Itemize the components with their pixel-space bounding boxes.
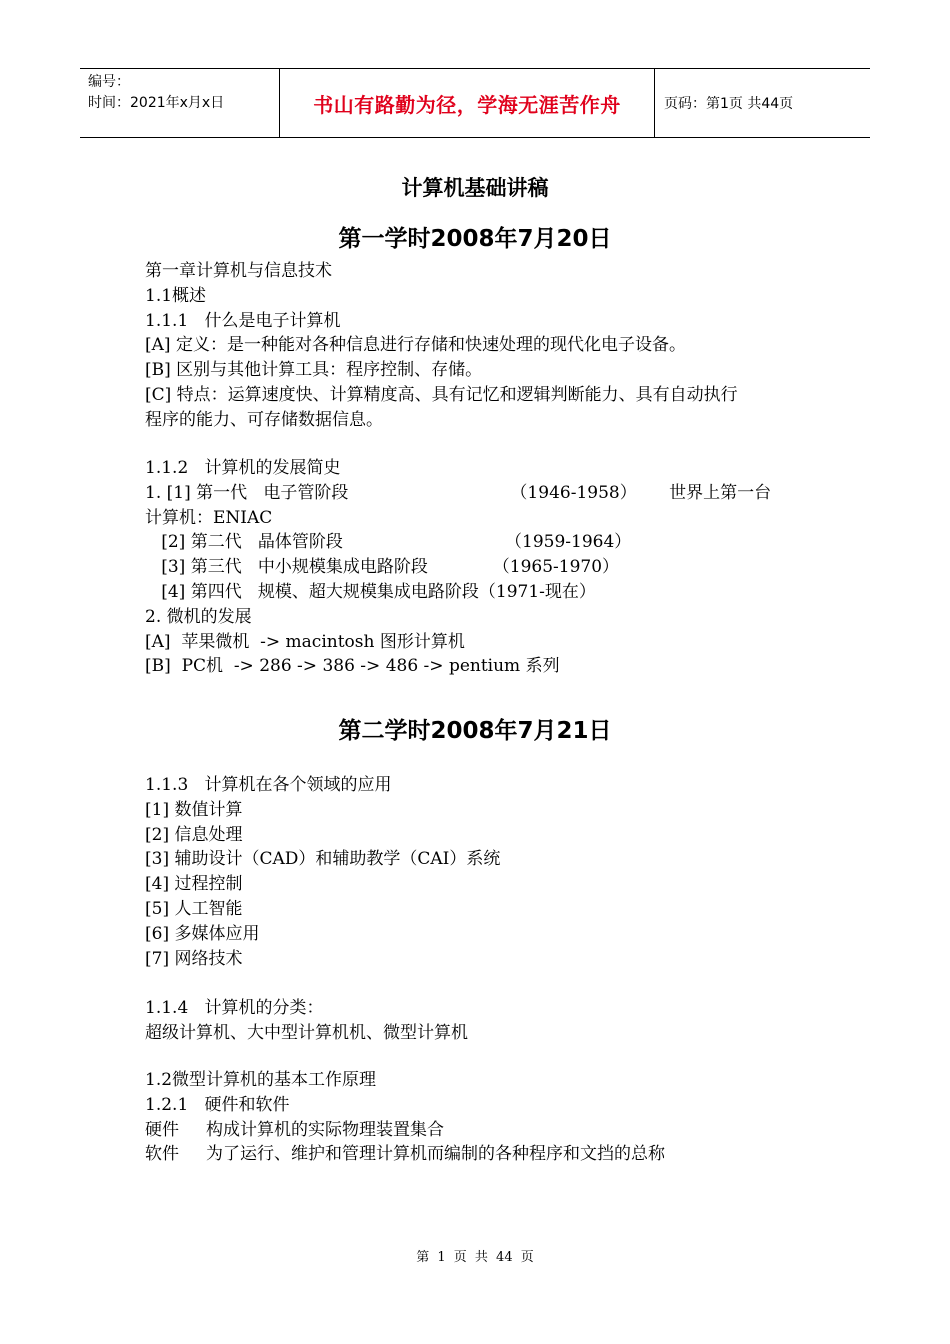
header-motto: 书山有路勤为径，学海无涯苦作舟	[280, 69, 655, 137]
text-line: [2] 第二代 晶体管阶段 （1959-1964）	[145, 532, 632, 553]
text-line: [7] 网络技术	[145, 948, 243, 969]
text-line: [5] 人工智能	[145, 898, 243, 919]
text-line: [4] 过程控制	[145, 874, 243, 895]
text-line: 硬件 构成计算机的实际物理装置集合	[145, 1119, 445, 1140]
header-time-label: 时间：2021年x月x日	[88, 95, 225, 111]
text-line: [A] 苹果微机 -> macintosh 图形计算机	[145, 631, 465, 652]
text-line: [B] 区别与其他计算工具：程序控制、存储。	[145, 360, 483, 381]
header-meta-cell	[80, 69, 280, 137]
text-line: [3] 辅助设计（CAD）和辅助教学（CAI）系统	[145, 849, 501, 870]
text-line: [2] 信息处理	[145, 824, 243, 845]
text-line: 1.1.2 计算机的发展简史	[145, 458, 341, 478]
text-line: 超级计算机、大中型计算机机、微型计算机	[145, 1022, 468, 1043]
history-section	[145, 456, 825, 679]
text-line: 1.1.4 计算机的分类：	[145, 998, 324, 1018]
text-line: 程序的能力、可存储数据信息。	[145, 409, 383, 430]
text-line: [A] 定义：是一种能对各种信息进行存储和快速处理的现代化电子设备。	[145, 335, 686, 356]
text-line: 1.2微型计算机的基本工作原理	[145, 1070, 377, 1090]
header-number-label: 编号：	[88, 74, 130, 90]
text-line: 软件 为了运行、维护和管理计算机而编制的各种程序和文挡的总称	[145, 1144, 666, 1165]
text-line: 1.1.1 什么是电子计算机	[145, 310, 341, 331]
text-line: 1.1概述	[145, 285, 207, 306]
header-table	[80, 68, 870, 138]
page-footer: 第 1 页 共 44 页	[416, 1250, 534, 1265]
applications-section	[145, 773, 825, 971]
document-title: 计算机基础讲稿	[401, 176, 549, 200]
text-line: [4] 第四代 规模、超大规模集成电路阶段（1971-现在）	[145, 581, 596, 602]
text-line: [3] 第三代 中小规模集成电路阶段 （1965-1970）	[145, 557, 620, 578]
text-line: [C] 特点：运算速度快、计算精度高、具有记忆和逻辑判断能力、具有自动执行	[145, 384, 738, 405]
text-line: 1.2.1 硬件和软件	[145, 1094, 290, 1115]
text-line: 1.1.3 计算机在各个领域的应用	[145, 775, 392, 795]
section-1-intro	[145, 259, 825, 433]
text-line: 计算机：ENIAC	[145, 507, 273, 528]
text-line: [B] PC机 -> 286 -> 386 -> 486 -> pentium 系列	[145, 656, 560, 677]
text-line: 2. 微机的发展	[145, 606, 252, 627]
text-line: [6] 多媒体应用	[145, 923, 260, 944]
section-1-title: 第一学时2008年7月20日	[338, 226, 612, 252]
classification-section	[145, 996, 825, 1046]
header-page-info: 页码：第1页 共44页	[664, 96, 794, 112]
text-line: 第一章计算机与信息技术	[145, 261, 332, 281]
section-2-title: 第二学时2008年7月21日	[338, 718, 612, 744]
principle-section	[145, 1068, 825, 1167]
text-line: [1] 数值计算	[145, 799, 243, 820]
text-line: 1. [1] 第一代 电子管阶段 （1946-1958） 世界上第一台	[145, 482, 772, 503]
